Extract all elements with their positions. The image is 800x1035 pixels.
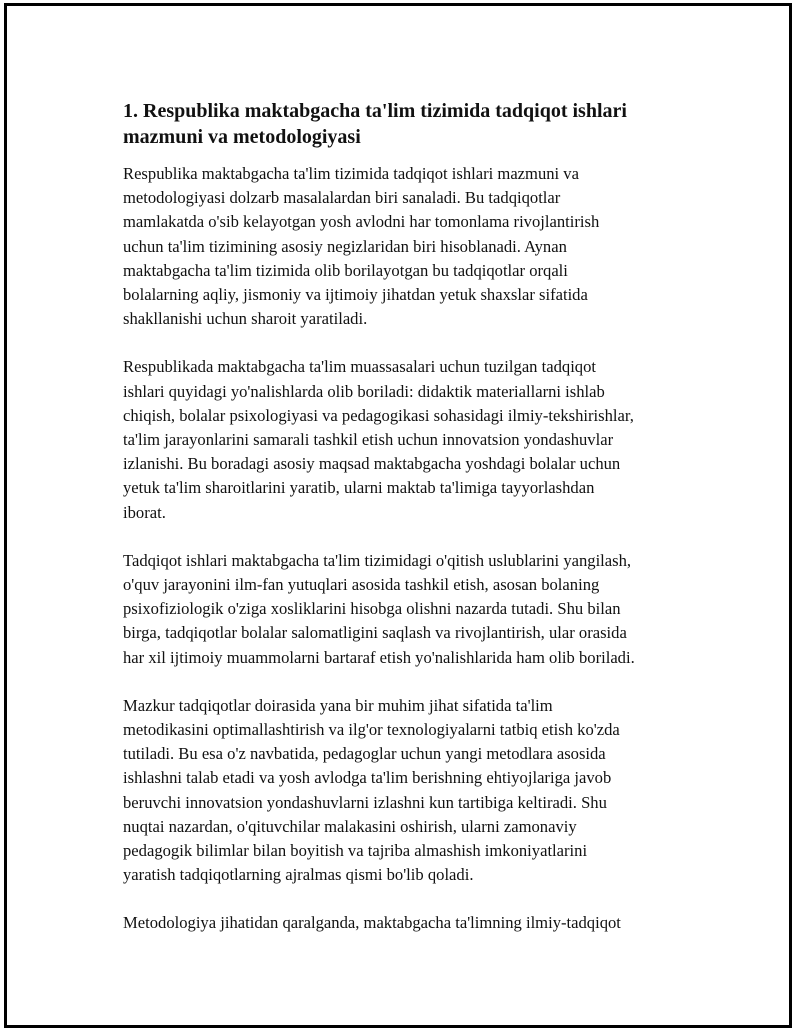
heading-line: 1. Respublika maktabgacha ta'lim tizimida tadqiqot ishlari [123, 100, 627, 122]
text-line: mamlakatda o'sib kelayotgan yosh avlodni har tomonlama rivojlantirish [123, 212, 600, 232]
paragraph-2 [123, 355, 703, 524]
text-line: Respublika maktabgacha ta'lim tizimida tadqiqot ishlari mazmuni va [123, 164, 579, 183]
text-line: Mazkur tadqiqotlar doirasida yana bir muhim jihat sifatida ta'lim [123, 695, 553, 715]
page-frame [4, 3, 792, 1028]
text-line: izlanishi. Bu boradagi asosiy maqsad maktabgacha yoshdagi bolalar uchun [123, 454, 621, 474]
text-line: Respublikada maktabgacha ta'lim muassasalari uchun tuzilgan tadqiqot [123, 357, 597, 377]
text-line: iborat. [123, 502, 166, 522]
text-line: birga, tadqiqotlar bolalar salomatligini saqlash va rivojlantirish, ular orasida [123, 623, 627, 643]
text-line: Metodologiya jihatidan qaralganda, maktabgacha ta'limning ilmiy-tadqiqot [123, 913, 621, 933]
text-line: nuqtai nazardan, o'qituvchilar malakasini oshirish, ularni zamonaviy [123, 816, 577, 836]
text-line: shakllanishi uchun sharoit yaratiladi. [123, 309, 368, 329]
paragraph-5 [123, 911, 703, 935]
text-line: tutiladi. Bu esa o'z navbatida, pedagoglar uchun yangi metodlara asosida [123, 744, 606, 764]
text-line: ishlashni talab etadi va yosh avlodga ta'lim berishning ehtiyojlariga javob [123, 768, 612, 788]
paragraph-3 [123, 549, 703, 670]
text-line: yaratish tadqiqotlarning ajralmas qismi bo'lib qoladi. [123, 865, 474, 885]
text-line: beruvchi innovatsion yondashuvlarni izlashni kun tartibiga keltiradi. Shu [123, 792, 607, 812]
text-line: har xil ijtimoiy muammolarni bartaraf etish yo'nalishlarida ham olib boriladi. [123, 647, 635, 667]
text-line: bolalarning aqliy, jismoniy va ijtimoiy jihatdan yetuk shaxslar sifatida [123, 285, 588, 305]
text-line: uchun ta'lim tizimining asosiy negizlaridan biri hisoblanadi. Aynan [123, 236, 567, 256]
text-line: yetuk ta'lim sharoitlarini yaratib, ularni maktab ta'limiga tayyorlashdan [123, 478, 595, 498]
paragraph-1 [123, 162, 703, 331]
text-line: chiqish, bolalar psixologiyasi va pedagogikasi sohasidagi ilmiy-tekshirishlar, [123, 405, 634, 425]
text-line: maktabgacha ta'lim tizimida olib borilayotgan bu tadqiqotlar orqali [123, 260, 568, 280]
text-line: metodologiyasi dolzarb masalalardan biri sanaladi. Bu tadqiqotlar [123, 188, 561, 208]
text-line: ta'lim jarayonlarini samarali tashkil etish uchun innovatsion yondashuvlar [123, 430, 614, 450]
paragraph-4 [123, 694, 703, 888]
section-heading [123, 98, 703, 150]
text-line: o'quv jarayonini ilm-fan yutuqlari asosida tashkil etish, asosan bolaning [123, 575, 600, 595]
text-line: ishlari quyidagi yo'nalishlarda olib boriladi: didaktik materiallarni ishlab [123, 381, 605, 401]
heading-line: mazmuni va metodologiyasi [123, 126, 361, 148]
text-line: metodikasini optimallashtirish va ilg'or texnologiyalarni tatbiq etish ko'zda [123, 720, 620, 740]
text-line: Tadqiqot ishlari maktabgacha ta'lim tizimidagi o'qitish uslublarini yangilash, [123, 550, 632, 570]
text-line: psixofiziologik o'ziga xosliklarini hisobga olishni nazarda tutadi. Shu bilan [123, 599, 621, 619]
document-body [123, 98, 703, 960]
text-line: pedagogik bilimlar bilan boyitish va tajriba almashish imkoniyatlarini [123, 841, 588, 861]
